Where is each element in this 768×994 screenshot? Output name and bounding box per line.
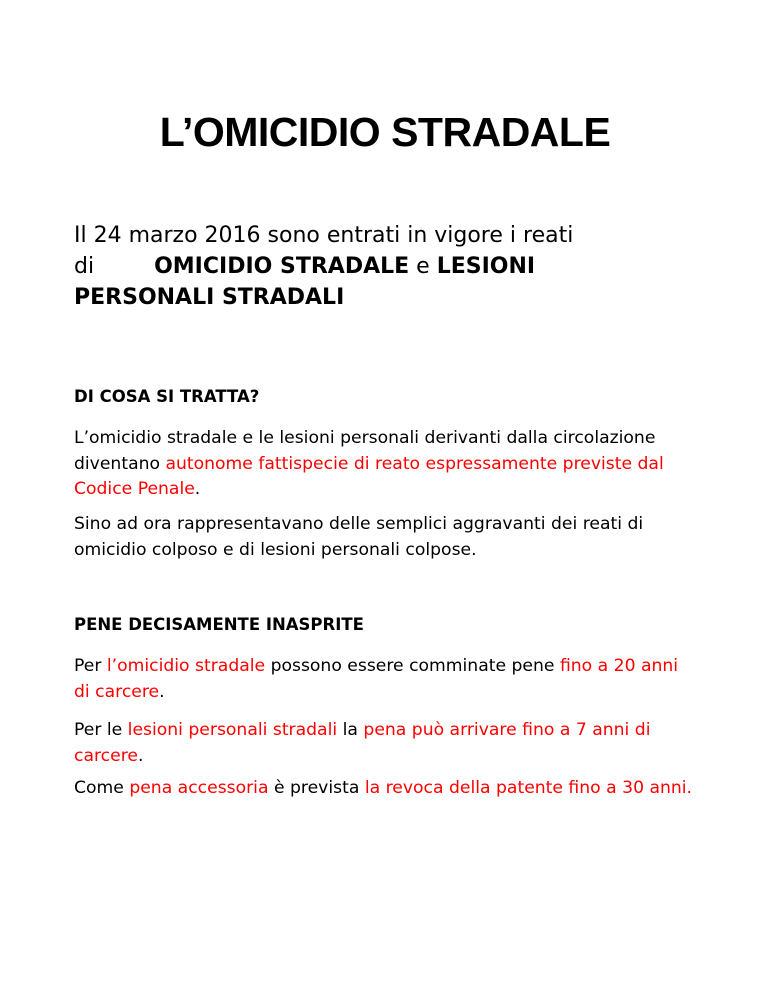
paragraph-text: Per le — [74, 720, 128, 740]
paragraph-text: Per — [74, 656, 107, 676]
paragraph-text: è prevista — [268, 778, 365, 798]
intro-paragraph — [74, 220, 696, 313]
intro-line-1: Il 24 marzo 2016 sono entrati in vigore i reati — [74, 223, 574, 248]
intro-e: e — [416, 254, 430, 279]
intro-crime-omicidio: OMICIDIO STRADALE — [154, 254, 410, 279]
paragraph-definition — [74, 426, 696, 503]
paragraph-text: la — [337, 720, 364, 740]
highlight-text: lesioni personali stradali — [127, 720, 338, 740]
paragraph-text: possono essere comminate pene — [265, 656, 560, 676]
paragraph-text: . — [159, 681, 165, 702]
paragraph-lesioni-pene — [74, 718, 696, 769]
paragraph-omicidio-pene — [74, 654, 696, 705]
page-title: L’OMICIDIO STRADALE — [159, 109, 611, 155]
highlight-text: l’omicidio stradale — [106, 656, 266, 676]
paragraph-text: L’omicidio stradale e le lesioni personali derivanti dalla circolazione diventano — [74, 428, 656, 474]
highlight-text: la revoca della patente fino a 30 anni. — [364, 778, 693, 798]
intro-crime-personali: PERSONALI STRADALI — [74, 285, 345, 310]
highlight-text: pena accessoria — [129, 778, 269, 798]
section-heading-cosa: DI COSA SI TRATTA? — [74, 387, 260, 406]
highlight-text: pena può arrivare fino a 7 anni di carcere — [74, 720, 651, 766]
highlight-text: autonome fattispecie di reato espressamente previste dal Codice Penale — [74, 453, 664, 499]
paragraph-text: . — [137, 745, 144, 766]
paragraph-text: . — [194, 479, 201, 499]
section-heading-pene: PENE DECISAMENTE INASPRITE — [74, 615, 364, 634]
paragraph-pena-accessoria — [74, 776, 696, 802]
paragraph-text: Come — [74, 778, 130, 798]
highlight-text: fino a 20 anni di carcere — [74, 656, 679, 702]
paragraph-previous: Sino ad ora rappresentavano delle semplici aggravanti dei reati di omicidio colposo e di lesioni personali colpose. — [74, 514, 644, 560]
intro-di: di — [74, 254, 95, 279]
intro-crime-lesioni: LESIONI — [436, 254, 536, 279]
